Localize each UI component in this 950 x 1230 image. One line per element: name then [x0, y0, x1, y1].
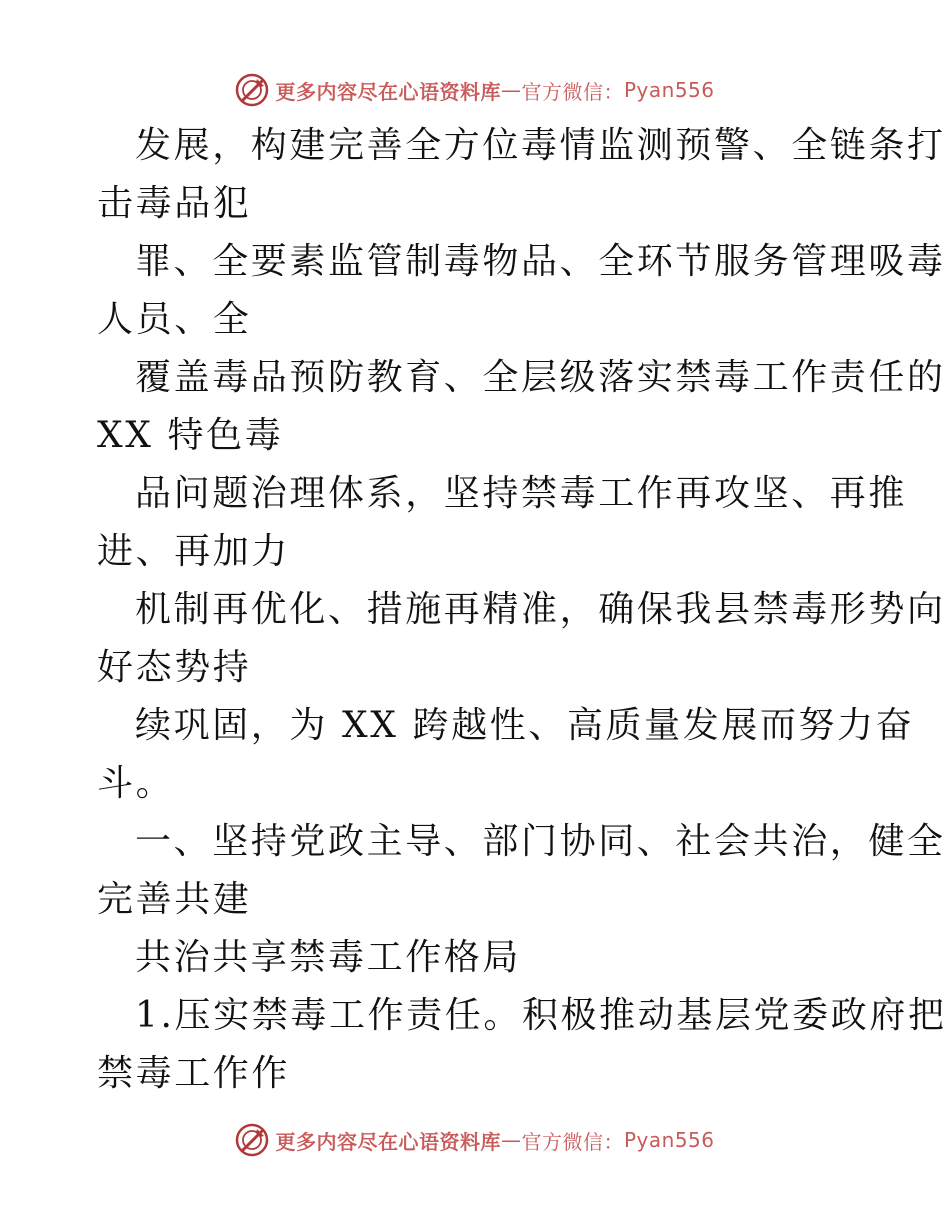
document-body — [97, 117, 947, 1103]
watermark-wechat-label: 官方微信： — [521, 79, 624, 104]
text-line: 共治共享禁毒工作格局 — [135, 937, 522, 978]
watermark-wechat-handle: Pyan556 — [623, 1128, 715, 1152]
watermark-wechat-label: 官方微信： — [521, 1129, 624, 1154]
watermark-wechat-handle: Pyan556 — [623, 78, 715, 102]
brand-logo-icon — [235, 73, 269, 107]
watermark-main-text: 更多内容尽在心语资料库 — [275, 79, 501, 104]
watermark-footer — [0, 1120, 950, 1160]
text-line: 发展，构建完善全方位毒情监测预警、全链条打 — [135, 125, 946, 166]
watermark-header — [0, 70, 950, 110]
text-line: 机制再优化、措施再精准，确保我县禁毒形势向 — [135, 589, 946, 630]
brand-logo-icon — [235, 1123, 269, 1157]
text-line: 1.压实禁毒工作责任。积极推动基层党委政府把 — [135, 995, 947, 1036]
text-line: 好态势持 — [97, 647, 252, 688]
text-line: 击毒品犯 — [97, 183, 252, 224]
text-line: 覆盖毒品预防教育、全层级落实禁毒工作责任的 — [135, 357, 946, 398]
text-line: 人员、全 — [97, 299, 252, 340]
text-line: 斗。 — [97, 763, 175, 804]
watermark-dash: — — [500, 78, 522, 102]
text-line: XX 特色毒 — [97, 415, 284, 456]
watermark-main-text: 更多内容尽在心语资料库 — [275, 1129, 501, 1154]
text-line: 罪、全要素监管制毒物品、全环节服务管理吸毒 — [135, 241, 946, 282]
text-line: 一、坚持党政主导、部门协同、社会共治，健全 — [135, 821, 946, 862]
text-line: 进、再加力 — [97, 531, 291, 572]
text-line: 完善共建 — [97, 879, 252, 920]
text-line: 续巩固，为 XX 跨越性、高质量发展而努力奋 — [135, 705, 915, 746]
text-line: 禁毒工作作 — [97, 1053, 291, 1094]
watermark-dash: — — [500, 1128, 522, 1152]
text-line: 品问题治理体系，坚持禁毒工作再攻坚、再推 — [135, 473, 908, 514]
